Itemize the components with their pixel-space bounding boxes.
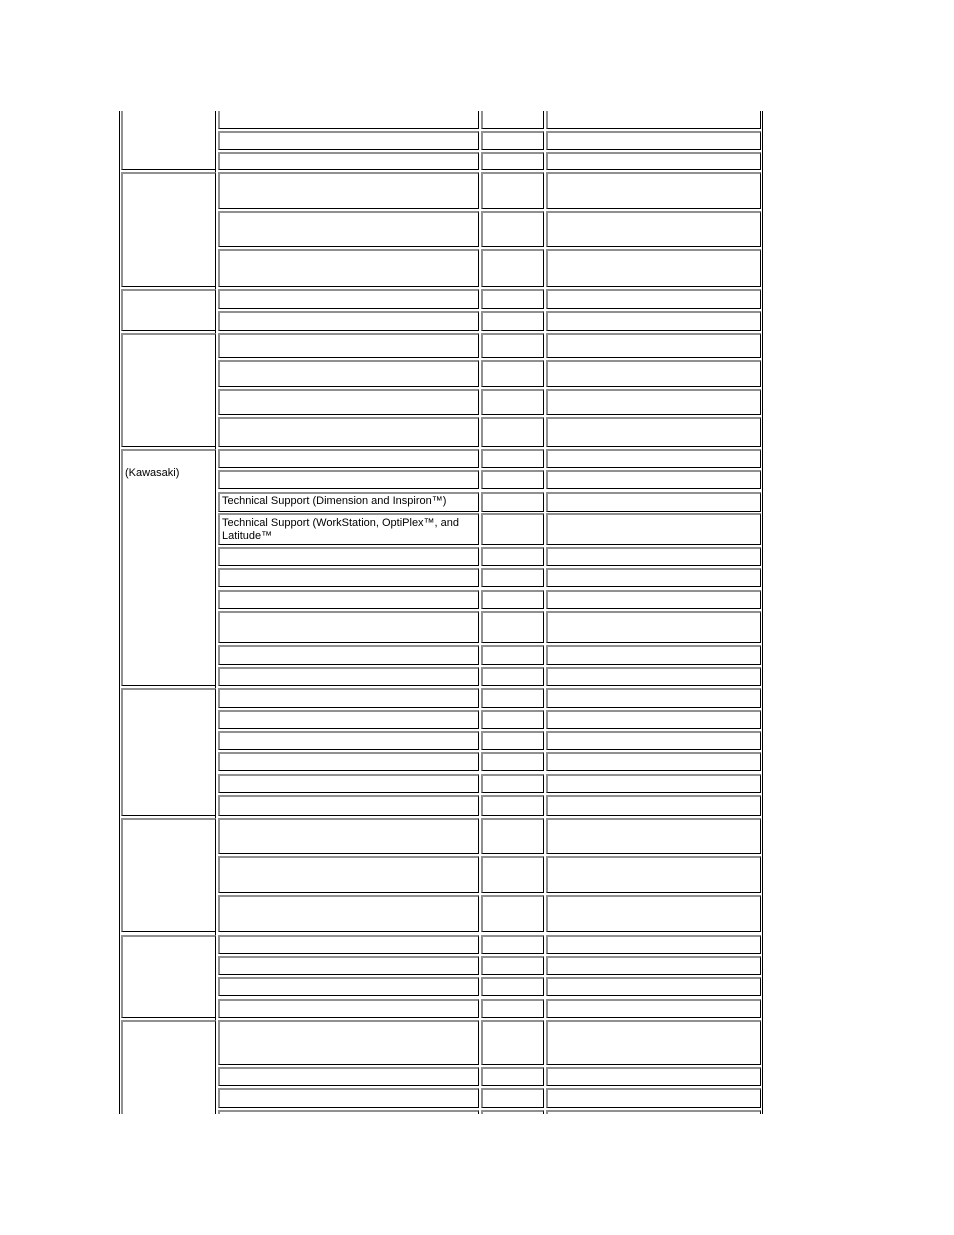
location-cell	[121, 289, 216, 331]
service-cell	[218, 688, 479, 708]
service-cell	[218, 856, 479, 893]
area-code-cell	[481, 1067, 544, 1086]
service-cell	[218, 1110, 479, 1114]
service-cell	[218, 590, 479, 609]
area-code-cell	[481, 249, 544, 287]
service-cell	[218, 470, 479, 489]
area-code-cell	[481, 152, 544, 170]
area-code-cell	[481, 360, 544, 387]
area-code-cell	[481, 774, 544, 793]
service-cell	[218, 956, 479, 975]
area-code-cell	[481, 731, 544, 750]
service-cell	[218, 289, 479, 309]
area-code-cell	[481, 311, 544, 331]
number-cell	[546, 172, 761, 209]
area-code-cell	[481, 131, 544, 150]
area-code-cell	[481, 289, 544, 309]
number-cell	[546, 131, 761, 150]
service-cell	[218, 547, 479, 566]
location-cell	[121, 333, 216, 447]
number-cell	[546, 795, 761, 816]
area-code-cell	[481, 667, 544, 686]
service-cell	[218, 333, 479, 358]
number-cell	[546, 547, 761, 566]
area-code-cell	[481, 568, 544, 587]
location-cell	[121, 935, 216, 1018]
number-cell	[546, 449, 761, 468]
area-code-cell	[481, 710, 544, 729]
number-cell	[546, 688, 761, 708]
area-code-cell	[481, 492, 544, 512]
region-label: (Kawasaki)	[125, 467, 180, 479]
area-code-cell	[481, 956, 544, 975]
area-code-cell	[481, 389, 544, 415]
number-cell	[546, 1110, 761, 1114]
number-cell	[546, 999, 761, 1018]
area-code-cell	[481, 417, 544, 447]
service-cell	[218, 818, 479, 854]
service-cell	[218, 152, 479, 170]
area-code-cell	[481, 470, 544, 489]
number-cell	[546, 1020, 761, 1065]
location-cell	[121, 449, 216, 686]
number-cell	[546, 774, 761, 793]
number-cell	[546, 289, 761, 309]
service-cell	[218, 752, 479, 771]
number-cell	[546, 152, 761, 170]
service-label-dimension-inspiron: Technical Support (Dimension and Inspiron™)	[222, 495, 447, 507]
area-code-cell	[481, 513, 544, 545]
number-cell	[546, 249, 761, 287]
number-cell	[546, 710, 761, 729]
service-cell	[218, 311, 479, 331]
number-cell	[546, 311, 761, 331]
area-code-cell	[481, 211, 544, 247]
location-cell	[121, 1020, 216, 1114]
area-code-cell	[481, 645, 544, 665]
number-cell	[546, 568, 761, 587]
area-code-cell	[481, 688, 544, 708]
number-cell	[546, 818, 761, 854]
number-cell	[546, 956, 761, 975]
number-cell	[546, 645, 761, 665]
area-code-cell	[481, 333, 544, 358]
area-code-cell	[481, 818, 544, 854]
service-cell	[218, 389, 479, 415]
number-cell	[546, 731, 761, 750]
service-cell	[218, 935, 479, 954]
number-cell	[546, 856, 761, 893]
number-cell	[546, 611, 761, 643]
area-code-cell	[481, 611, 544, 643]
service-cell	[218, 795, 479, 816]
number-cell	[546, 111, 761, 129]
service-cell	[218, 774, 479, 793]
table-frame-left	[119, 111, 120, 1114]
location-cell	[121, 111, 216, 170]
area-code-cell	[481, 999, 544, 1018]
service-cell	[218, 977, 479, 996]
service-cell	[218, 667, 479, 686]
area-code-cell	[481, 1020, 544, 1065]
number-cell	[546, 470, 761, 489]
service-cell	[218, 710, 479, 729]
service-cell	[218, 172, 479, 209]
service-cell	[218, 131, 479, 150]
service-cell	[218, 360, 479, 387]
number-cell	[546, 590, 761, 609]
area-code-cell	[481, 111, 544, 129]
table-frame-right	[762, 111, 763, 1114]
service-cell	[218, 895, 479, 932]
service-cell	[218, 611, 479, 643]
area-code-cell	[481, 590, 544, 609]
service-cell	[218, 999, 479, 1018]
location-cell	[121, 172, 216, 287]
area-code-cell	[481, 856, 544, 893]
number-cell	[546, 513, 761, 545]
number-cell	[546, 360, 761, 387]
number-cell	[546, 492, 761, 512]
service-cell	[218, 645, 479, 665]
location-cell	[121, 688, 216, 816]
number-cell	[546, 389, 761, 415]
area-code-cell	[481, 895, 544, 932]
number-cell	[546, 667, 761, 686]
area-code-cell	[481, 1088, 544, 1108]
number-cell	[546, 977, 761, 996]
number-cell	[546, 211, 761, 247]
number-cell	[546, 333, 761, 358]
area-code-cell	[481, 547, 544, 566]
service-cell	[218, 731, 479, 750]
service-label-workstation-optiplex-latitude: Technical Support (WorkStation, OptiPlex™, and Latitude™	[222, 517, 460, 542]
number-cell	[546, 935, 761, 954]
area-code-cell	[481, 172, 544, 209]
number-cell	[546, 752, 761, 771]
number-cell	[546, 1067, 761, 1086]
service-cell	[218, 449, 479, 468]
service-cell	[218, 111, 479, 129]
service-cell	[218, 568, 479, 587]
area-code-cell	[481, 1110, 544, 1114]
area-code-cell	[481, 795, 544, 816]
service-cell	[218, 1067, 479, 1086]
number-cell	[546, 895, 761, 932]
number-cell	[546, 1088, 761, 1108]
service-cell	[218, 211, 479, 247]
area-code-cell	[481, 977, 544, 996]
area-code-cell	[481, 449, 544, 468]
service-cell	[218, 417, 479, 447]
service-cell	[218, 249, 479, 287]
service-cell	[218, 1020, 479, 1065]
area-code-cell	[481, 935, 544, 954]
area-code-cell	[481, 752, 544, 771]
number-cell	[546, 417, 761, 447]
service-cell	[218, 1088, 479, 1108]
location-cell	[121, 818, 216, 932]
